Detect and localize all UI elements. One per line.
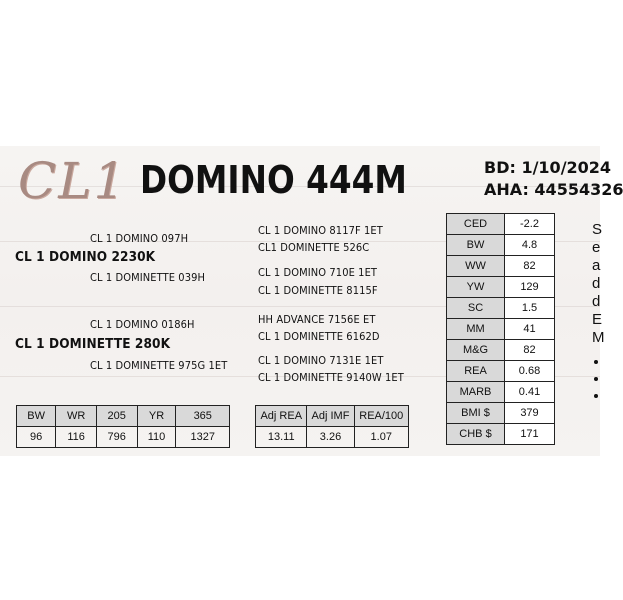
- epd-label: CHB $: [447, 424, 505, 445]
- epd-value: 129: [505, 277, 555, 298]
- epd-label: SC: [447, 298, 505, 319]
- side-text-line: M: [592, 329, 605, 346]
- epd-value: 379: [505, 403, 555, 424]
- weights-value: 110: [137, 427, 176, 448]
- pedigree-dam-dam: CL 1 DOMINETTE 975G 1ET: [90, 359, 228, 372]
- ranch-logo: CL1: [18, 152, 128, 210]
- pedigree-sire-dam-sire: CL 1 DOMINO 710E 1ET: [258, 266, 378, 279]
- side-text-line: a: [592, 257, 601, 274]
- epd-table: [446, 213, 555, 445]
- weights-value: 96: [17, 427, 56, 448]
- epd-value: 4.8: [505, 235, 555, 256]
- epd-value: 171: [505, 424, 555, 445]
- bullet-icon: [594, 360, 598, 364]
- epd-value: 41: [505, 319, 555, 340]
- epd-label: YW: [447, 277, 505, 298]
- pedigree-dam-dam-sire: CL 1 DOMINO 7131E 1ET: [258, 354, 384, 367]
- epd-label: REA: [447, 361, 505, 382]
- weights-header: YR: [137, 406, 176, 427]
- aha-number: AHA: 44554326: [484, 180, 623, 199]
- epd-value: 1.5: [505, 298, 555, 319]
- bullet-icon: [594, 394, 598, 398]
- pedigree-sire-dam: CL 1 DOMINETTE 039H: [90, 271, 206, 284]
- ultrasound-value: 13.11: [256, 427, 307, 448]
- pedigree-dam-sire-dam: CL 1 DOMINETTE 6162D: [258, 330, 380, 343]
- epd-label: BW: [447, 235, 505, 256]
- bullet-icon: [594, 377, 598, 381]
- pedigree-sire-dam-dam: CL 1 DOMINETTE 8115F: [258, 284, 378, 297]
- birth-date: BD: 1/10/2024: [484, 158, 612, 177]
- weights-value: 796: [96, 427, 137, 448]
- pedigree-dam-sire: CL 1 DOMINO 0186H: [90, 318, 195, 331]
- epd-label: M&G: [447, 340, 505, 361]
- epd-value: -2.2: [505, 214, 555, 235]
- side-text-line: E: [592, 311, 603, 328]
- epd-value: 82: [505, 340, 555, 361]
- side-text-line: e: [592, 239, 601, 256]
- bull-name: DOMINO 444M: [140, 158, 407, 202]
- side-text-line: d: [592, 275, 601, 292]
- pedigree-dam: CL 1 DOMINETTE 280K: [15, 336, 171, 352]
- weights-value: 116: [56, 427, 97, 448]
- pedigree-dam-dam-dam: CL 1 DOMINETTE 9140W 1ET: [258, 371, 404, 384]
- side-text-line: S: [592, 221, 603, 238]
- ultrasound-value: 3.26: [307, 427, 354, 448]
- epd-label: CED: [447, 214, 505, 235]
- epd-label: WW: [447, 256, 505, 277]
- weights-header: BW: [17, 406, 56, 427]
- lot-card: [0, 146, 623, 456]
- weights-table: [16, 405, 230, 448]
- epd-label: BMI $: [447, 403, 505, 424]
- weights-header: 205: [96, 406, 137, 427]
- ultrasound-table: [255, 405, 409, 448]
- weights-value: 1327: [176, 427, 230, 448]
- side-text-line: d: [592, 293, 601, 310]
- epd-value: 0.41: [505, 382, 555, 403]
- pedigree-sire: CL 1 DOMINO 2230K: [15, 249, 156, 265]
- pedigree-sire-sire-sire: CL 1 DOMINO 8117F 1ET: [258, 224, 383, 237]
- ultrasound-value: 1.07: [354, 427, 408, 448]
- epd-label: MARB: [447, 382, 505, 403]
- pedigree-sire-sire-dam: CL1 DOMINETTE 526C: [258, 241, 370, 254]
- ultrasound-header: Adj REA: [256, 406, 307, 427]
- weights-header: WR: [56, 406, 97, 427]
- epd-label: MM: [447, 319, 505, 340]
- ultrasound-header: Adj IMF: [307, 406, 354, 427]
- epd-value: 82: [505, 256, 555, 277]
- weights-header: 365: [176, 406, 230, 427]
- pedigree-dam-sire-sire: HH ADVANCE 7156E ET: [258, 313, 376, 326]
- ultrasound-header: REA/100: [354, 406, 408, 427]
- epd-value: 0.68: [505, 361, 555, 382]
- pedigree-sire-sire: CL 1 DOMINO 097H: [90, 232, 189, 245]
